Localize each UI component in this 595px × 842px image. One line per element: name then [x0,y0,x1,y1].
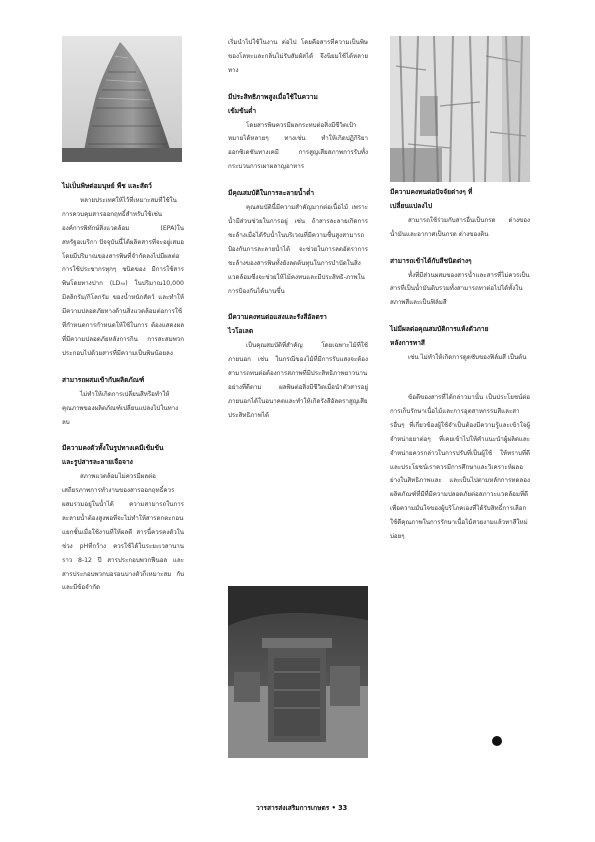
paragraph: คุณสมบัตินี้มีความสำคัญมากต่อเนื้อไม้ เพราะน้ำมีส่วนช่วยในการอยู่ เช่น ถ้าสารละลายเกิดการชะล้างเมื่อได้รับน้ำในบริเวณที่มีความชื้นสูงสามารถป้องกันการละลายน้ำได้ จะช่วยในการลดอัตราการชะล้างของสารพิษทั้งยังลดต้นทุนในการบำบัดในสิ่งแวดล้อมซึ่งจะช่วยให้ไม้คงทนและมีประสิทธิ-ภาพในการป้องกันได้นานขึ้น [228,204,368,295]
heading-low-solubility: มีคุณสมบัติในการละลายน้ำต่ำ [228,189,315,198]
paragraph-intro: เริ่มนำไปใช้ในงาน ต่อไป โดยคือสารที่ความเป็นพิษของโลหะและกลิ่นไม่รับสัมผัสได้ จึงนิยมใช้ได้หลายทาง [228,39,368,74]
pagoda-photo [62,36,182,162]
footer-separator: • [331,804,336,812]
heading-paint-compatibility: สามารถเข้าได้กับสีชนิดต่างๆ [390,256,472,265]
page-footer [256,802,347,813]
paragraph: สภาพแวดล้อมไม่ควรมีผลต่อเสถียรภาพการทำงานของสารออกฤทธิ์ควรผสมรวมอยู่ในน้ำได้ ความสามารถในการละลายน้ำต้องสูงพอที่จะไม่ทำให้สารตกตะกอนแยกชั้นเมื่อใช้งานที่ให้ผลดี สารนี้ควรคงตัวในช่วง pHที่กว้าง ควรใช้ได้ในระยะเวลานานราว 8-12 ปี สารประกอบพวกฟีนอล และสารประกอบพวกบอรอนบางตัวก็เหมาะสม กับ และมีข้อจำกัด [62,473,184,592]
column-2 [228,36,368,423]
heading-mixable: สามารถผสมเข้ากับผลิตภัณฑ์ [62,375,145,384]
paragraph: ไม่ทำให้เกิดการเปลี่ยนสีหรือทำให้คุณภาพของผลิตภัณฑ์เปลี่ยนแปลงไปในทางลบ [62,390,179,426]
end-of-article-mark [492,736,502,746]
heading-drying: ไม่มีผลต่อคุณสมบัติการแห้งตัวภาย หลังการทาสี [390,325,489,348]
paragraph-conclusion: ข้อดีของสารที่ได้กล่าวมานั้น เป็นประโยชน์ต่อการเก็บรักษาเนื้อไม้และการอุตสาหกรรมสีและสารอื่นๆ ที่เกี่ยวข้องผู้ใช้จำเป็นต้องมีความรู้และเข้าใจผู้จำหน่ายยาต่อๆ ที่เคยเข้าไปให้คำแนะนำผู้ผลิตและจำหน่ายควรกล่าวในการปรับที่เป็นผู้ใช้ ให้ทราบที่ดีและประโยชน์เราควรมีการศึกษาและวิเคราะห์ผลอย่างในสิทธิภาพและ และเป็นไปตามหลักการทดลองผลิตภัณฑ์ที่มีที่มีความปลอดภัยต่อสภาวะแวดล้อมที่ดี เพื่อความมั่นใจของผู้บริโภคเองที่ได้รับสิทธิ์การเลือกใช้ดีคุณภาพในการรักษาเนื้อไม้สวยงามแล้วทาสีใหม่บ่อยๆ [390,393,530,541]
heading-uv-resistance: มีความคงทนต่อแสงและรังสีอัลตรา ไวโอเลต [228,313,327,336]
heading-non-toxic: ไม่เป็นพิษต่อมนุษย์ พืช และสัตว์ [62,182,152,190]
paragraph: หลายประเทศให้ไว้ที่เหมาะสมที่ใช้ในการควบคุมสารออกฤทธิ์สำหรับใช้เช่น องค์การพิทักษ์สิ่งแวดล้อม (EPA)ในสหรัฐอเมริกา ปัจจุบันนี้ได้ผลิตสารที่จะอยู่เสมอ โดยมีปริมาณของสารพิษที่จำกัดลงไปมีผลต่อการใช้ประชากรทุกๆ ชนิดของ มีการใช้สารพิษโดยทางปาก (LD₅₀) ในปริมาณ10,000 มิลลิกรัม/กิโลกรัม ของน้ำหนักสัตว์ และทำให้มีความปลอดภัยทางด้านสิ่งแวดล้อมต่อการใช้ที่กำหนดการกำหนดให้ใช้ในการ ต้องแสดงผลที่มีความปลอดภัยหลังการกิน การสะสมพวกประกอบไปด้วยสารที่มีความเป็นพิษน้อยลง [62,196,184,357]
stone-ruins-photo [228,586,368,758]
paragraph: ทั้งที่มีส่วนผสมของสารน้ำและสารที่ไม่ควรเป็นสารที่เป็นน้ำมันดิบรวมทั้งสามารถทาต่อไปได้ทั้งในสภาพสีและเป็นฟิล์มสี [390,271,530,307]
paragraph: เช่น ไม่ทำให้เกิดการดูดซับของฟิล์มสี เป็นต้น [408,354,527,362]
paragraph: โดยสารพิษควรมีผลกระทบต่อสิ่งมีชีวิตเป้าหมายได้หลายๆ ทางเช่น ทำให้เกิดปฏิกิริยาออกซิเดชันทางเคมี การสูญเสียสภาพการรับทั้งกระบวนการเผาผลาญอาหาร [228,121,368,171]
column-1 [62,180,184,595]
heading-durability: มีความคงทนต่อปัจจัยต่างๆ ที่ เปลี่ยนแปลงไป [390,188,473,210]
heading-efficiency: มีประสิทธิภาพสูงเมื่อใช้ในความ เข้มข้นต่ำ [228,92,318,115]
wood-bark-photo [390,36,530,182]
paragraph: สามารถใช้ร่วมกับสารอื่นเป็นกรด ด่างของน้ำมันและอากาศเป็นกรด ด่างของดิน [390,216,530,238]
page-number: 33 [338,804,348,812]
paragraph: เป็นคุณสมบัติที่สำคัญ โดยเฉพาะไม้ที่ใช้ภายนอก เช่น ในกรณีของไม้ที่มีการรับแสงจะต้องสามารถทนต่อต้องการสภาพที่มีประสิทธิภาพยาวนาน อย่างที่ดีตาม ผลพิษต่อสิ่งมีชีวิตเมื่อนำตัวสารอยู่ภายนอกได้ในอนาคตและทำให้เกิดรังสีอัลตราสูญเสียประสิทธิภาพได้ [228,342,368,419]
magazine-name: วารสารส่งเสริมการเกษตร [256,804,330,812]
column-3 [390,186,530,544]
heading-stability: มีความคงตัวทั้งในรูปทางเคมีเข้มข้น และรูปสารละลายเจือจาง [62,444,164,467]
